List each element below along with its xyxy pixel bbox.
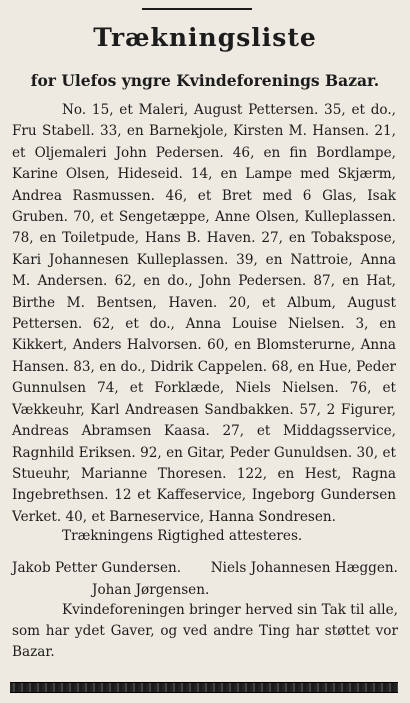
bottom-rule — [10, 682, 398, 693]
signature-1: Jakob Petter Gundersen. — [12, 560, 182, 576]
document-subtitle: for Ulefos yngre Kvindeforenings Bazar. — [30, 71, 380, 90]
signatures — [12, 558, 398, 600]
signature-2: Niels Johannesen Hæggen. — [210, 560, 398, 576]
document-title: Trækningsliste — [93, 23, 317, 52]
attestation-line: Trækningens Rigtighed attesteres. — [62, 528, 303, 544]
drawing-list-body: No. 15, et Maleri, August Pettersen. 35, et do., Fru Stabell. 33, en Barnekjole, Kirsten M. Hansen. 21, et Oljemaleri John Pedersen. 46, en fin Bordlampe, Karine Olsen, Hideseid. 14, en Lampe med Skjærm, Andrea Rasmussen. 46, et Bret med 6 Glas, Isak Gruben. 70, et Sengetæppe, Anne Olsen, Kulleplassen. 78, en Toiletpude, Hans B. Haven. 27, en Tobakspose, Kari Johannesen Kulleplassen. 39, en Nattroie, Anna M. Andersen. 62, en do., John Pedersen. 87, en Hat, Birthe M. Bentsen, Haven. 20, et Album, August Pettersen. 62, et do., Anna Louise Nielsen. 3, en Kikkert, Anders Halvorsen. 60, en Blomsterurne, Anna Hansen. 83, en do., Didrik Cappelen. 68, en Hue, Peder Gunnulsen 74, et Forklæde, Niels Nielsen. 76, et Vækkeuhr, Karl Andreasen Sandbakken. 57, 2 Figurer, Andreas Abramsen Kaasa. 27, et Middagsservice, Ragnhild Eriksen. 92, en Gitar, Peder Gunuldsen. 30, et Stueuhr, Marianne Thoresen. 122, en Hest, Ragna Ingebrethsen. 12 et Kaffeservice, Ingeborg Gundersen Verket. 40, et Barneservice, Hanna Sondresen. — [12, 102, 396, 525]
thanks-paragraph: Kvindeforeningen bringer herved sin Tak til alle, som har ydet Gaver, og ved andre Ting har støttet vor Bazar. — [12, 602, 398, 660]
top-rule — [142, 8, 252, 10]
signature-3: Johan Jørgensen. — [92, 582, 210, 598]
